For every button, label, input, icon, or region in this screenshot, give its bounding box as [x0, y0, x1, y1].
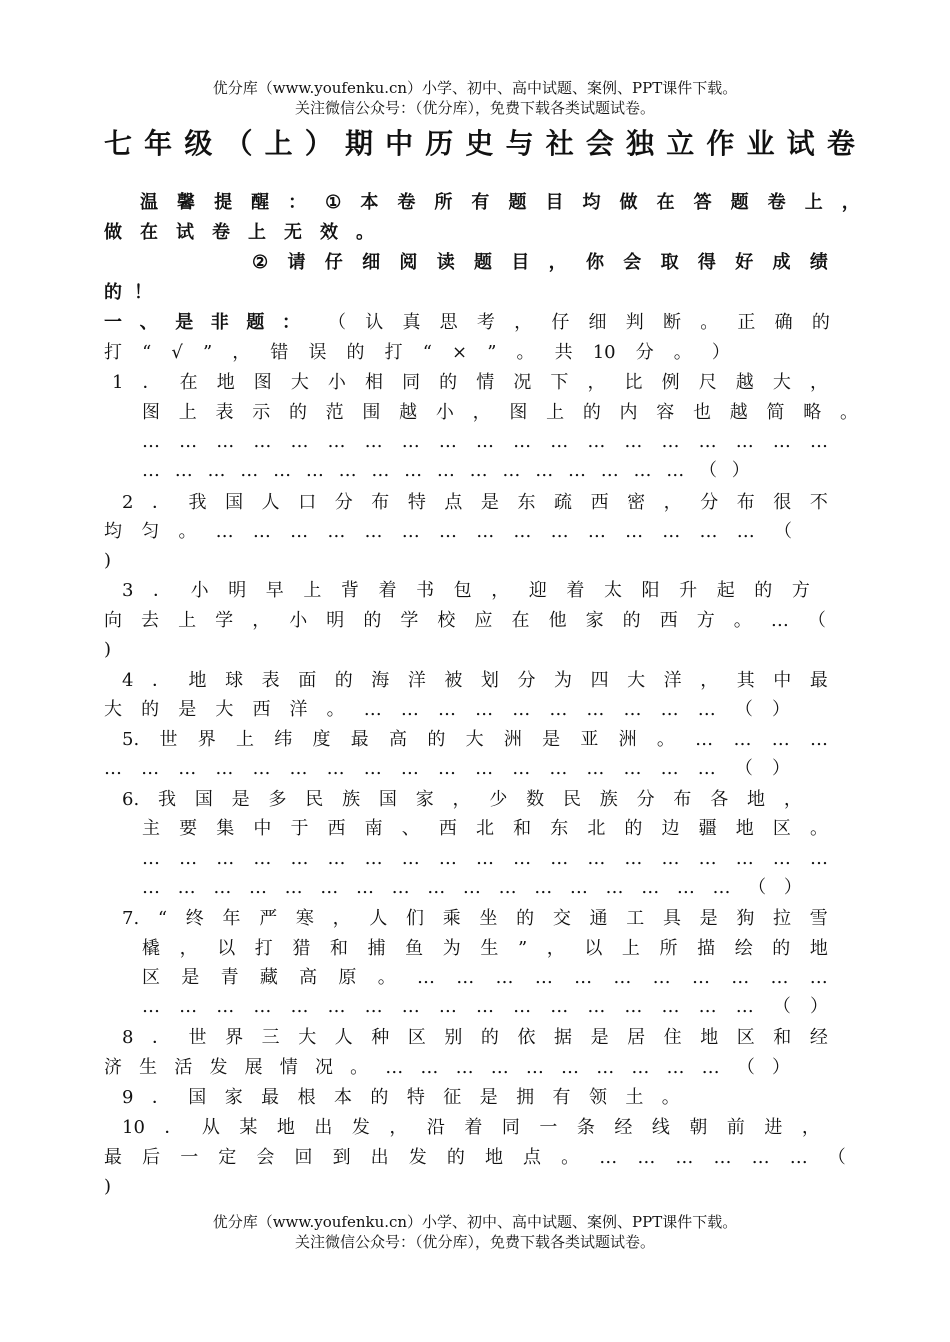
question-5-line-1: 5. 世 界 上 纬 度 最 高 的 大 洲 是 亚 洲 。 … … … …: [122, 729, 828, 750]
question-9-line-1: 9 ． 国 家 最 根 本 的 特 征 是 拥 有 领 土 。: [122, 1087, 680, 1108]
section-title: 一 、 是 非 题 ：: [104, 312, 300, 333]
question-4-line-2: 大 的 是 大 西 洋 。 … … … … … … … … … … （ ）: [104, 699, 790, 720]
question-6-dots-1: … … … … … … … … … … … … … … … … … … …: [142, 848, 828, 869]
question-2-bracket: ): [104, 550, 112, 571]
question-1-dots-1: … … … … … … … … … … … … … … … … … … …: [142, 431, 828, 452]
reminder-line-4: 的 ！: [104, 282, 152, 303]
reminder-line-3: ② 请 仔 细 阅 读 题 目 ， 你 会 取 得 好 成 绩: [252, 252, 828, 273]
reminder-line-1: 温 馨 提 醒 ： ① 本 卷 所 有 题 目 均 做 在 答 题 卷 上 ，: [140, 192, 860, 213]
question-1-line-1: 1 ． 在 地 图 大 小 相 同 的 情 况 下 ， 比 例 尺 越 大 ，: [112, 372, 828, 393]
question-8-line-2: 济 生 活 发 展 情 况 。 … … … … … … … … … … （ ）: [104, 1057, 790, 1078]
section-instruction-b: 打 “ √ ” ， 错 误 的 打 “ × ” 。 共 10 分 。 ）: [104, 342, 730, 363]
page-title: 七 年 级 （ 上 ） 期 中 历 史 与 社 会 独 立 作 业 试 卷: [104, 127, 864, 160]
question-3-bracket: ): [104, 639, 112, 660]
question-6-line-1: 6. 我 国 是 多 民 族 国 家 ， 少 数 民 族 分 布 各 地 ，: [122, 789, 802, 810]
header-line-2: 关注微信公众号：（优分库），免费下载各类试题试卷。: [294, 99, 655, 117]
reminder-line-2: 做 在 试 卷 上 无 效 。: [104, 222, 374, 243]
footer-line-2: 关注微信公众号：（优分库），免费下载各类试题试卷。: [294, 1233, 655, 1251]
section-instruction-a: （ 认 真 思 考 ， 仔 细 判 断 。 正 确 的: [328, 312, 830, 333]
question-1-dots-2: … … … … … … … … … … … … … … … … … （ ）: [142, 460, 750, 481]
question-3-line-2: 向 去 上 学 ， 小 明 的 学 校 应 在 他 家 的 西 方 。 … （: [104, 610, 826, 631]
question-1-line-2: 图 上 表 示 的 范 围 越 小 ， 图 上 的 内 容 也 越 简 略 。: [142, 402, 858, 423]
question-7-line-2: 橇 ， 以 打 猎 和 捕 鱼 为 生 ” ， 以 上 所 描 绘 的 地: [142, 938, 828, 959]
question-7-dots: … … … … … … … … … … … … … … … … … （ ）: [142, 996, 828, 1017]
question-5-line-2: … … … … … … … … … … … … … … … … … （ ）: [104, 758, 790, 779]
question-6-dots-2: … … … … … … … … … … … … … … … … … （ ）: [142, 877, 802, 898]
question-10-line-1: 10 ． 从 某 地 出 发 ， 沿 着 同 一 条 经 线 朝 前 进 ，: [122, 1117, 820, 1138]
header-line-1: 优分库（www.youfenku.cn）小学、初中、高中试题、案例、PPT课件下载。: [212, 79, 738, 97]
question-3-line-1: 3 ． 小 明 早 上 背 着 书 包 ， 迎 着 太 阳 升 起 的 方: [122, 580, 810, 601]
question-6-line-2: 主 要 集 中 于 西 南 、 西 北 和 东 北 的 边 疆 地 区 。: [142, 818, 828, 839]
question-2-line-2: 均 匀 。 … … … … … … … … … … … … … … … （: [104, 521, 792, 542]
question-7-line-3: 区 是 青 藏 高 原 。 … … … … … … … … … … …: [142, 967, 828, 988]
question-7-line-1: 7. “ 终 年 严 寒 ， 人 们 乘 坐 的 交 通 工 具 是 狗 拉 雪: [122, 908, 828, 929]
question-8-line-1: 8 ． 世 界 三 大 人 种 区 别 的 依 据 是 居 住 地 区 和 经: [122, 1027, 828, 1048]
question-4-line-1: 4 ． 地 球 表 面 的 海 洋 被 划 分 为 四 大 洋 ， 其 中 最: [122, 670, 828, 691]
question-2-line-1: 2 ． 我 国 人 口 分 布 特 点 是 东 疏 西 密 ， 分 布 很 不: [122, 492, 828, 513]
question-10-line-2: 最 后 一 定 会 回 到 出 发 的 地 点 。 … … … … … … （: [104, 1147, 846, 1168]
footer-line-1: 优分库（www.youfenku.cn）小学、初中、高中试题、案例、PPT课件下载。: [212, 1213, 738, 1231]
question-10-bracket: ): [104, 1176, 112, 1197]
